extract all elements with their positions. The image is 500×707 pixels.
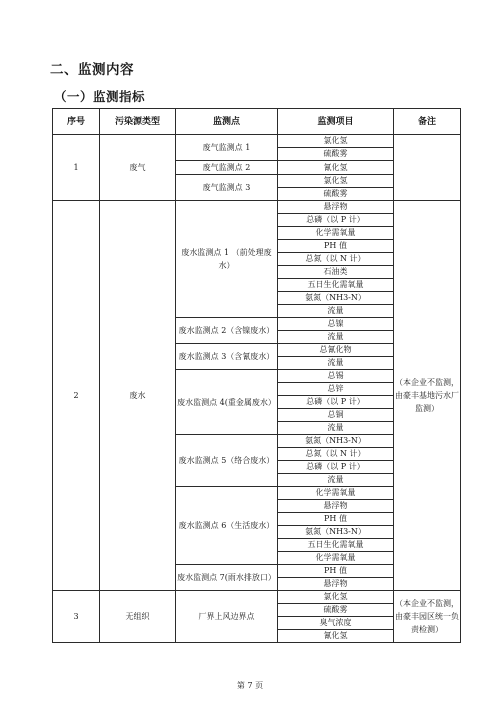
cell-no: 2: [53, 201, 100, 591]
cell-monitoring-item: 硫酸雾: [278, 604, 394, 617]
cell-monitoring-item: PH 值: [278, 565, 394, 578]
cell-monitoring-item: 总镍: [278, 318, 394, 331]
cell-monitoring-item: 悬浮物: [278, 578, 394, 591]
margin-stamp-mark: [3, 340, 6, 358]
cell-monitoring-item: 总氮（以 N 计）: [278, 253, 394, 266]
cell-monitoring-item: 总锡: [278, 370, 394, 383]
header-source-type: 污染源类型: [100, 109, 176, 135]
cell-monitoring-item: PH 值: [278, 513, 394, 526]
table-row: [53, 591, 461, 604]
cell-monitoring-point: 废水监测点 4(重金属废水）: [176, 370, 278, 435]
cell-monitoring-point: 废气监测点 2: [176, 161, 278, 175]
cell-monitoring-item: 石油类: [278, 266, 394, 279]
cell-monitoring-point: 废水监测点 7(雨水排放口）: [176, 565, 278, 591]
header-no: 序号: [53, 109, 100, 135]
cell-no: 3: [53, 591, 100, 643]
cell-note: （本企业不监测，由豪丰基地污水厂监测）: [394, 201, 461, 591]
cell-monitoring-point: 废气监测点 3: [176, 175, 278, 201]
cell-monitoring-item: 氰化氢: [278, 161, 394, 175]
header-note: 备注: [394, 109, 461, 135]
cell-monitoring-item: 总锌: [278, 383, 394, 396]
cell-monitoring-item: 五日生化需氧量: [278, 539, 394, 552]
cell-monitoring-item: 臭气浓度: [278, 617, 394, 630]
table-row: [53, 201, 461, 214]
cell-monitoring-item: 悬浮物: [278, 201, 394, 214]
cell-monitoring-point: 废水监测点 6（生活废水）: [176, 487, 278, 565]
cell-monitoring-item: 悬浮物: [278, 500, 394, 513]
cell-monitoring-item: 总氮（以 N 计）: [278, 448, 394, 461]
cell-note: （本企业不监测，由豪丰园区统一负责检测）: [394, 591, 461, 643]
cell-monitoring-item: 总磷（以 P 计）: [278, 214, 394, 227]
cell-monitoring-item: 流量: [278, 422, 394, 435]
cell-monitoring-item: 化学需氧量: [278, 487, 394, 500]
cell-monitoring-point: 废水监测点 3（含氰废水）: [176, 344, 278, 370]
cell-monitoring-item: 总氰化物: [278, 344, 394, 357]
header-monitoring-point: 监测点: [176, 109, 278, 135]
cell-monitoring-point: 废水监测点 1 （前处理废水）: [176, 201, 278, 318]
cell-monitoring-point: 废水监测点 5（络合废水）: [176, 435, 278, 487]
cell-monitoring-item: 氨氮（NH3-N）: [278, 526, 394, 539]
cell-monitoring-item: 流量: [278, 474, 394, 487]
cell-source-type: 废水: [100, 201, 176, 591]
cell-note: [394, 135, 461, 201]
cell-source-type: 无组织: [100, 591, 176, 643]
cell-monitoring-item: 总磷（以 P 计）: [278, 396, 394, 409]
cell-monitoring-item: 氯化氢: [278, 175, 394, 188]
cell-monitoring-point: 废气监测点 1: [176, 135, 278, 161]
cell-monitoring-item: PH 值: [278, 240, 394, 253]
cell-monitoring-item: 五日生化需氧量: [278, 279, 394, 292]
cell-monitoring-item: 硫酸雾: [278, 188, 394, 201]
cell-monitoring-item: 化学需氧量: [278, 227, 394, 240]
subsection-title: （一）监测指标: [54, 89, 146, 104]
table-header-row: [53, 109, 461, 135]
cell-monitoring-item: 总磷（以 P 计）: [278, 461, 394, 474]
cell-monitoring-item: 氰化氢: [278, 630, 394, 643]
cell-monitoring-item: 硫酸雾: [278, 148, 394, 161]
cell-monitoring-item: 氯化氢: [278, 591, 394, 604]
cell-monitoring-item: 总铜: [278, 409, 394, 422]
table-body: [53, 135, 461, 643]
cell-monitoring-item: 流量: [278, 357, 394, 370]
cell-monitoring-point: 厂界上风边界点: [176, 591, 278, 643]
cell-monitoring-item: 流量: [278, 331, 394, 344]
cell-monitoring-item: 氯化氢: [278, 135, 394, 148]
monitoring-table: [52, 108, 461, 643]
page-footer: 第 7 页: [236, 681, 264, 690]
cell-monitoring-item: 化学需氧量: [278, 552, 394, 565]
table-row: [53, 135, 461, 148]
cell-monitoring-item: 流量: [278, 305, 394, 318]
header-monitoring-item: 监测项目: [278, 109, 394, 135]
cell-source-type: 废气: [100, 135, 176, 201]
cell-monitoring-point: 废水监测点 2（含镍废水）: [176, 318, 278, 344]
cell-monitoring-item: 氨氮（NH3-N）: [278, 292, 394, 305]
section-title: 二、监测内容: [50, 62, 134, 78]
cell-no: 1: [53, 135, 100, 201]
cell-monitoring-item: 氨氮（NH3-N）: [278, 435, 394, 448]
